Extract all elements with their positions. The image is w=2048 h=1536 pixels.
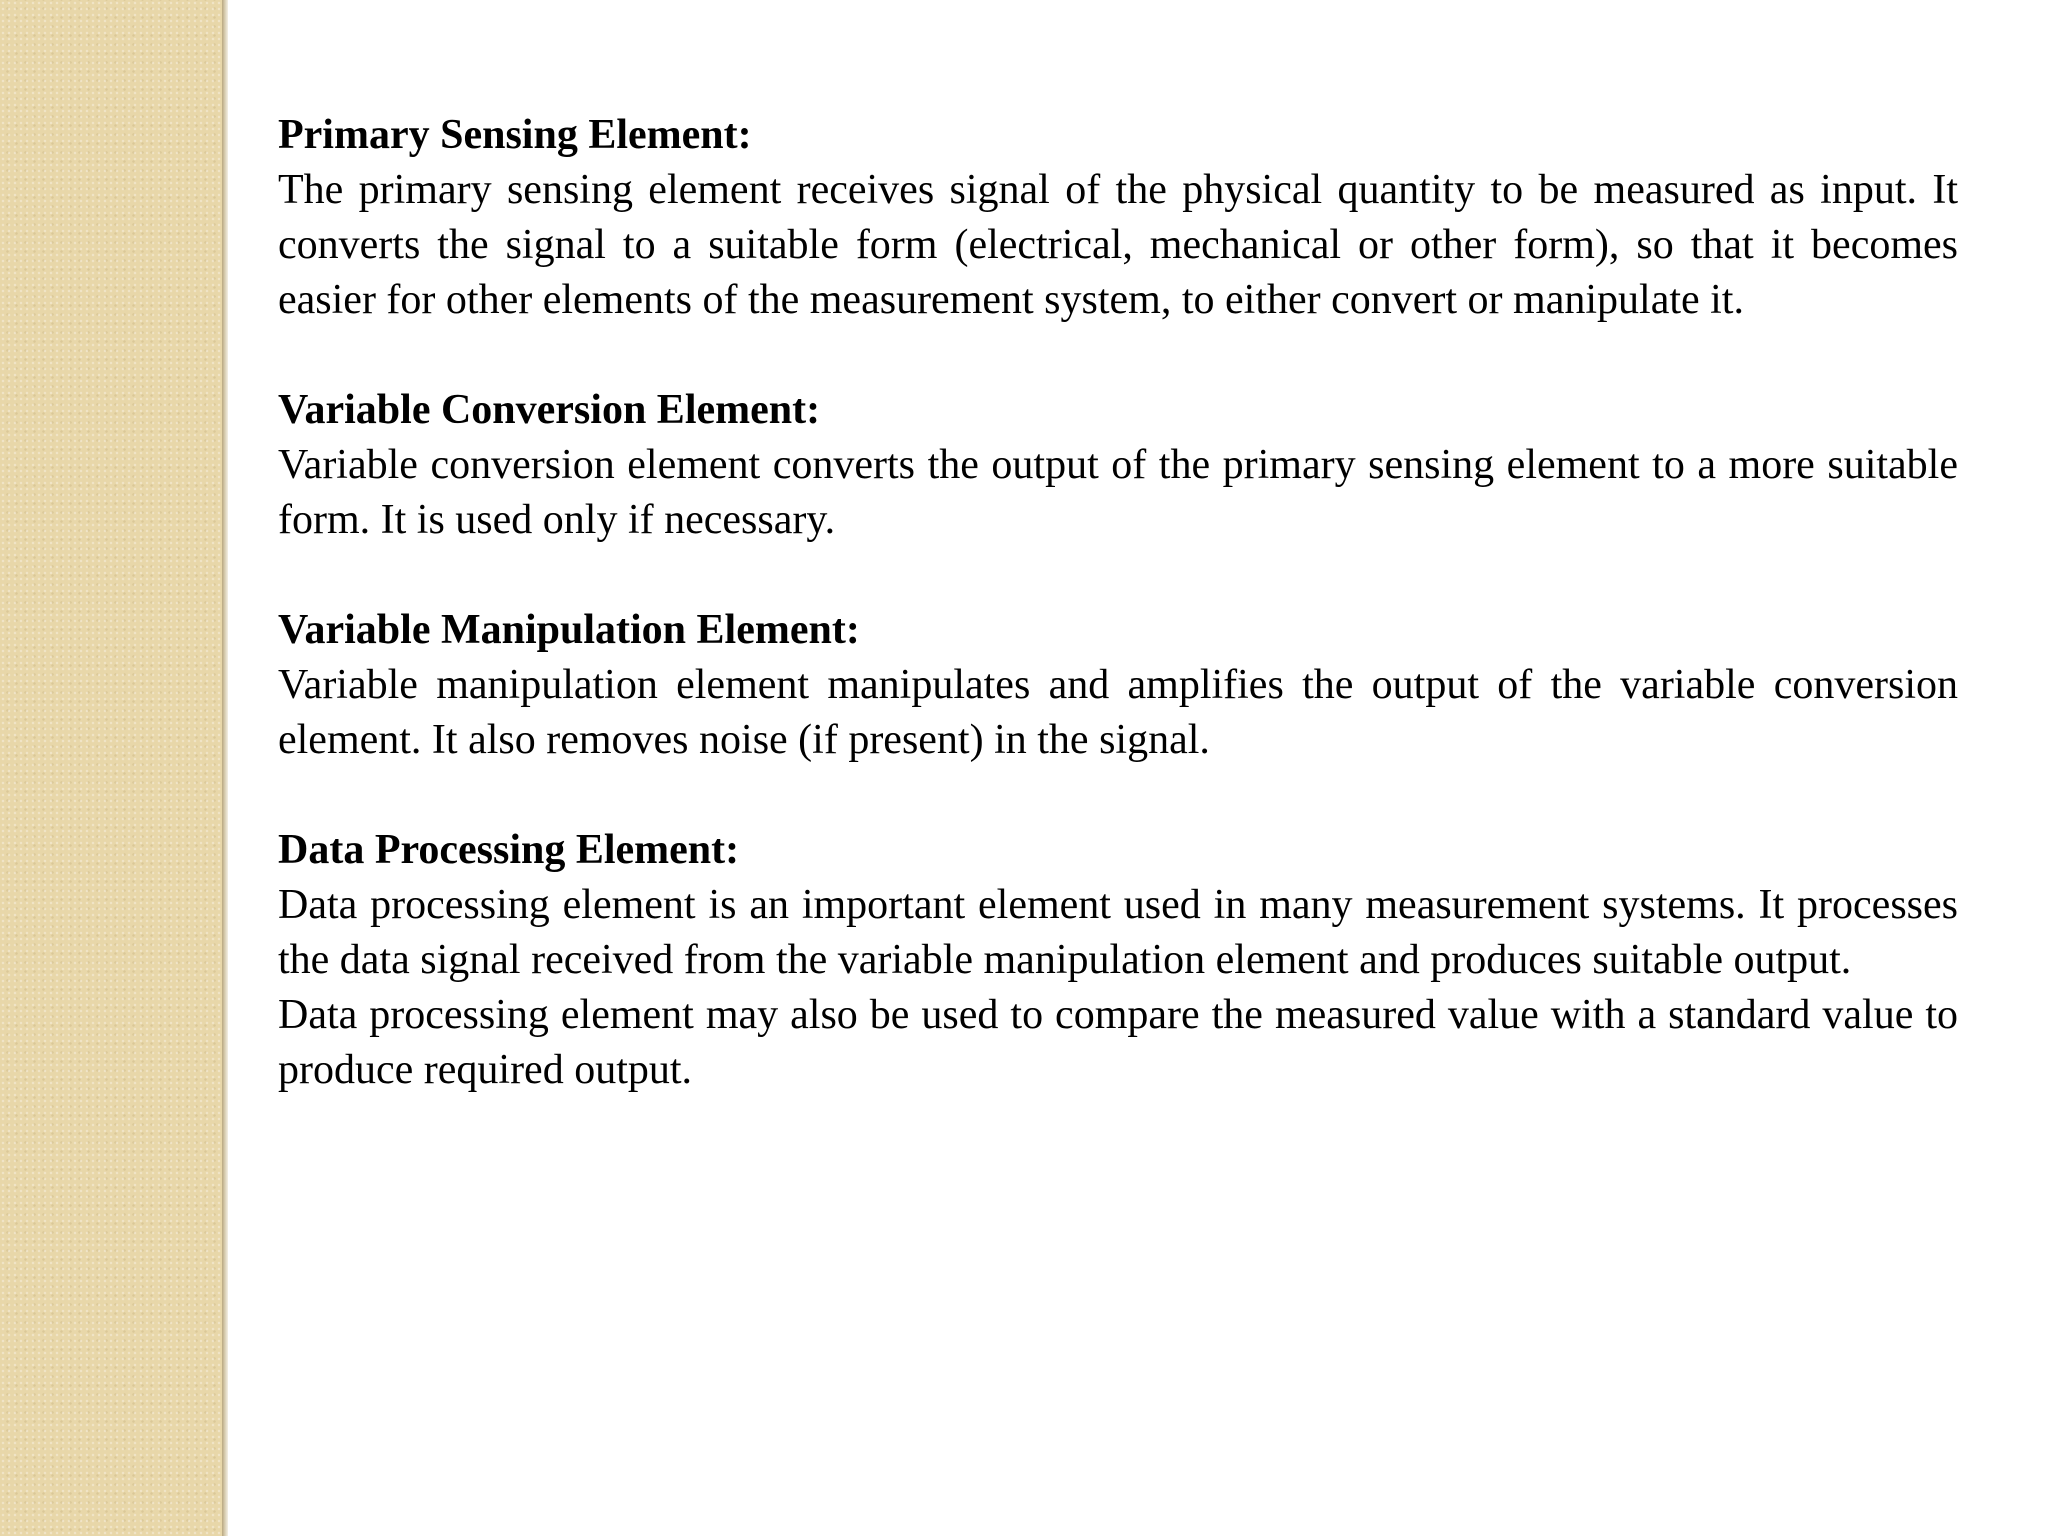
section-heading: Data Processing Element:: [278, 827, 740, 873]
section-variable-conversion-element: [278, 383, 1958, 548]
section-heading: Primary Sensing Element:: [278, 112, 752, 158]
decorative-side-band: [0, 0, 222, 1536]
section-paragraph: The primary sensing element receives signal of the physical quantity to be measured as input. It converts the signal to a suitable form (electrical, mechanical or other form), so that it becomes easier for other elements of the measurement system, to either convert or manipulate it.: [278, 167, 1958, 323]
section-primary-sensing-element: [278, 108, 1958, 328]
section-heading: Variable Conversion Element:: [278, 387, 821, 433]
section-variable-manipulation-element: [278, 603, 1958, 768]
slide-content: [278, 108, 1958, 1153]
section-paragraph: Data processing element is an important element used in many measurement systems. It processes the data signal received from the variable manipulation element and produces suitable output.: [278, 882, 1958, 983]
section-paragraph: Variable conversion element converts the output of the primary sensing element to a more suitable form. It is used only if necessary.: [278, 442, 1958, 543]
section-paragraph: Variable manipulation element manipulates and amplifies the output of the variable conversion element. It also removes noise (if present) in the signal.: [278, 662, 1958, 763]
section-data-processing-element: [278, 823, 1958, 1098]
section-heading: Variable Manipulation Element:: [278, 607, 860, 653]
section-paragraph: Data processing element may also be used to compare the measured value with a standard value to produce required output.: [278, 992, 1958, 1093]
side-band-edge: [222, 0, 228, 1536]
